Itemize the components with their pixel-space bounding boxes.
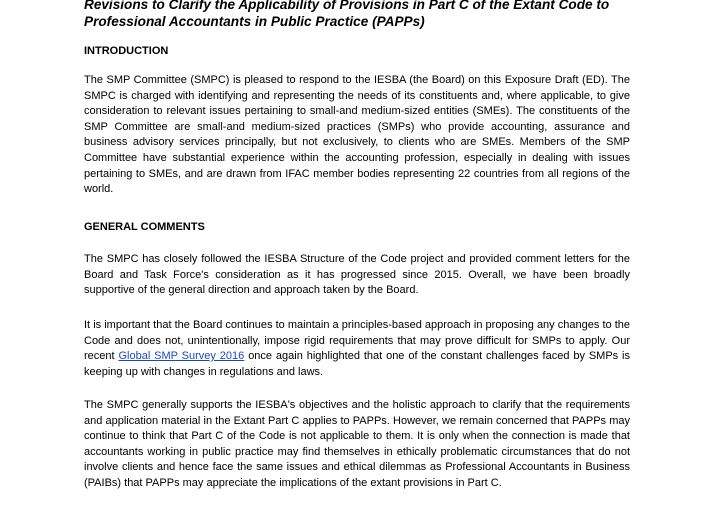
introduction-paragraph: The SMP Committee (SMPC) is pleased to respond to the IESBA (the Board) on this Exposure Draft (ED). The SMPC is charged with identifying and representing the needs of its constituents and, where applicable, to give consideration to relevant issues pertaining to small-and medium-sized entities (SMEs). The constituents of the SMP Committee are small-and medium-sized practices (SMPs) who provide accounting, assurance and business advisory services principally, but not exclusively, to clients who are SMEs. Members of the SMP Committee have substantial experience within the accounting profession, especially in dealing with issues pertaining to SMEs, and are drawn from IFAC member bodies representing 22 countries from all regions of the world. <box>84 74 630 196</box>
title-line-2: Professional Accountants in Public Practice (PAPPs) <box>84 14 425 29</box>
document-title <box>84 0 694 30</box>
general-comments-paragraph-2 <box>84 318 630 380</box>
general-comments-heading: GENERAL COMMENTS <box>84 221 205 233</box>
paragraph-2-text-before-link: It is important that the Board continues to maintain a principles-based approach in proposing any changes to the Code and does not, unintentionally, impose rigid requirements that may prove difficult for SMPs to apply. Our recent <box>84 319 630 363</box>
paragraph-2-text-after-link: once again highlighted that one of the constant challenges faced by SMPs is keeping up with changes in regulations and laws. <box>84 350 631 378</box>
introduction-heading: INTRODUCTION <box>84 45 169 57</box>
general-comments-paragraph-1: The SMPC has closely followed the IESBA Structure of the Code project and provided comment letters for the Board and Task Force's consideration as it has progressed since 2015. Overall, we have been broadly supportive of the general direction and approach taken by the Board. <box>84 253 630 297</box>
title-line-1: Revisions to Clarify the Applicability of Provisions in Part C of the Extant Code to <box>84 0 610 12</box>
global-smp-survey-link[interactable]: Global SMP Survey 2016 <box>118 350 245 363</box>
general-comments-paragraph-3: The SMPC generally supports the IESBA's objectives and the holistic approach to clarify that the requirements and application material in the Extant Part C applies to PAPPs. However, we remain concerned that PAPPs may continue to think that Part C of the Code is not applicable to them. It is only when the connection is made that accountants working in public practice may find themselves in ethically problematic circumstances that do not involve clients and hence face the same issues and ethical dilemmas as Professional Accountants in Business (PAIBs) that PAPPs may appreciate the implications of the extant provisions in Part C. <box>84 399 630 489</box>
